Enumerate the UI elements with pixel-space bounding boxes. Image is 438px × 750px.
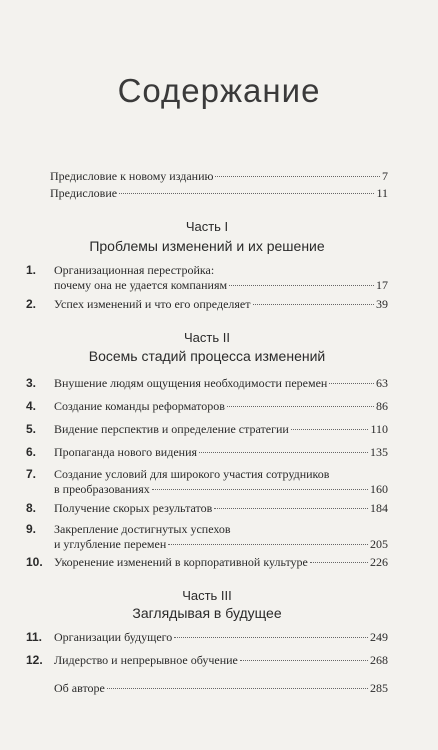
toc-chapter-5[interactable] (26, 422, 388, 437)
part-title: Восемь стадий процесса изменений (88, 348, 326, 364)
toc-entry-foreword[interactable] (26, 186, 388, 201)
dot-leader (240, 660, 368, 661)
dot-leader (214, 508, 368, 509)
entry-title: Предисловие к новому изданию (50, 169, 214, 183)
toc-chapter-3[interactable] (26, 376, 388, 391)
dot-leader (310, 562, 368, 563)
page-number: 86 (376, 399, 388, 413)
chapter-title: Организации будущего (54, 630, 173, 644)
chapter-number: 5. (26, 422, 37, 436)
page-number: 63 (376, 376, 388, 390)
dot-leader (168, 544, 368, 545)
part-title: Заглядывая в будущее (132, 605, 282, 621)
toc-chapter-9[interactable] (26, 522, 388, 552)
part-label: Часть III (182, 588, 232, 603)
toc-chapter-2[interactable] (26, 297, 388, 312)
chapter-title: Внушение людям ощущения необходимости перемен (54, 376, 328, 390)
chapter-number: 2. (26, 297, 37, 311)
dot-leader (199, 452, 368, 453)
page-title: Содержание (117, 72, 321, 109)
part-label: Часть I (185, 219, 229, 234)
page-number: 249 (370, 630, 388, 644)
page-number: 226 (370, 555, 388, 569)
toc-chapter-8[interactable] (26, 501, 388, 516)
chapter-title-line2: в преобразованиях (54, 482, 150, 496)
page-number: 11 (376, 186, 388, 200)
toc-entry-foreword-new-edition[interactable] (26, 169, 388, 184)
toc-chapter-6[interactable] (26, 445, 388, 460)
chapter-number: 3. (26, 376, 37, 390)
dot-leader (227, 406, 374, 407)
chapter-title: Укоренение изменений в корпоративной культуре (54, 555, 308, 569)
dot-leader (215, 176, 380, 177)
chapter-title: Создание команды реформаторов (54, 399, 225, 413)
page-number: 39 (376, 297, 388, 311)
dot-leader (253, 304, 375, 305)
toc-entry-about-author[interactable] (26, 681, 388, 696)
chapter-title-line2: почему она не удается компаниям (54, 278, 228, 292)
chapter-title-line1: Организационная перестройка: (54, 263, 215, 277)
chapter-title-line1: Закрепление достигнутых успехов (54, 522, 231, 536)
chapter-number: 7. (26, 467, 37, 481)
toc-chapter-1[interactable] (26, 263, 388, 293)
chapter-number: 6. (26, 445, 37, 459)
page-number: 160 (370, 482, 388, 496)
chapter-title-line2: и углубление перемен (54, 537, 167, 551)
chapter-number: 8. (26, 501, 37, 515)
toc-chapter-10[interactable] (26, 555, 388, 570)
chapter-number: 10. (26, 555, 43, 569)
page-number: 110 (370, 422, 388, 436)
chapter-title-line1: Создание условий для широкого участия сотрудников (54, 467, 330, 481)
chapter-number: 12. (26, 653, 43, 667)
toc-chapter-12[interactable] (26, 653, 388, 668)
part-label: Часть II (184, 330, 230, 345)
chapter-number: 11. (26, 630, 43, 644)
chapter-title: Получение скорых результатов (54, 501, 213, 515)
chapter-title: Видение перспектив и определение стратегии (54, 422, 289, 436)
chapter-number: 4. (26, 399, 37, 413)
dot-leader (291, 429, 369, 430)
entry-title: Об авторе (54, 681, 105, 695)
dot-leader (107, 688, 368, 689)
chapter-number: 9. (26, 522, 37, 536)
page-number: 184 (370, 501, 388, 515)
toc-chapter-7[interactable] (26, 467, 388, 497)
page-number: 285 (370, 681, 388, 695)
page-number: 7 (382, 169, 388, 183)
entry-title: Предисловие (50, 186, 118, 200)
chapter-title: Пропаганда нового видения (54, 445, 198, 459)
page-number: 268 (370, 653, 388, 667)
toc-chapter-4[interactable] (26, 399, 388, 414)
dot-leader (229, 285, 374, 286)
dot-leader (329, 383, 374, 384)
dot-leader (152, 489, 368, 490)
toc-chapter-11[interactable] (26, 630, 388, 645)
dot-leader (174, 637, 368, 638)
chapter-number: 1. (26, 263, 37, 277)
part-title: Проблемы изменений и их решение (89, 238, 325, 254)
dot-leader (119, 193, 374, 194)
page-number: 17 (376, 278, 388, 292)
page-number: 205 (370, 537, 388, 551)
chapter-title: Успех изменений и что его определяет (54, 297, 251, 311)
page-number: 135 (370, 445, 388, 459)
chapter-title: Лидерство и непрерывное обучение (54, 653, 238, 667)
